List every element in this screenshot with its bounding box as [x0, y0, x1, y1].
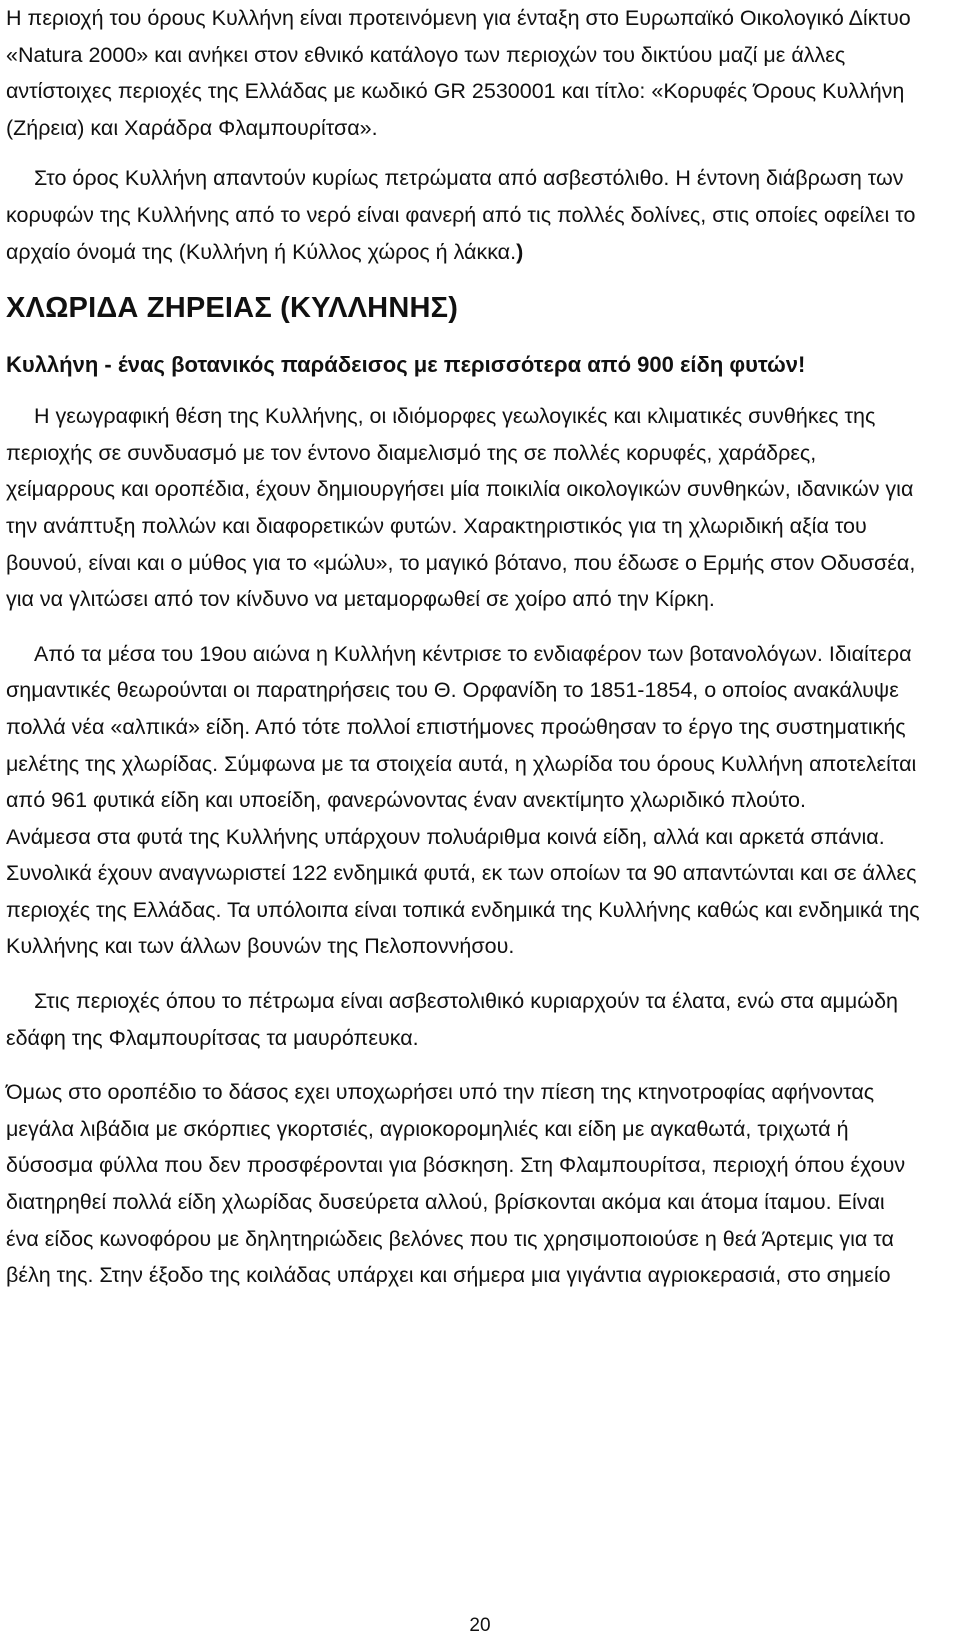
section-subheading: Κυλλήνη - ένας βοτανικός παράδεισος με περισσότερα από 900 είδη φυτών!: [6, 352, 806, 378]
paragraph-botanists: Από τα μέσα του 19ου αιώνα η Κυλλήνη κέντρισε το ενδιαφέρον των βοτανολόγων. Ιδιαίτερα σημαντικές θεωρούνται οι παρατηρήσεις του Θ. Ορφανίδη το 1851-1854, ο οποίος ανακάλυψε πολλά νέα «αλπικά» είδη. Από τότε πολλοί επιστήμονες προώθησαν το έργο της συστηματικής μελέτης της χλωρίδας. Σύμφωνα με τα στοιχεία αυτά, η χλωρίδα του όρους Κυλλήνη αποτελείται από 961 φυτικά είδη και υποείδη, φανερώνοντας έναν ανεκτίμητο χλωριδικό πλούτο.: [6, 641, 917, 813]
paragraph-forests: Στις περιοχές όπου το πέτρωμα είναι ασβεστολιθικό κυριαρχούν τα έλατα, ενώ στα αμμώδη εδάφη της Φλαμπουρίτσας τα μαυρόπευκα.: [6, 989, 898, 1050]
page-number: 20: [469, 1615, 491, 1636]
paragraph-natura: Η περιοχή του όρους Κυλλήνη είναι προτεινόμενη για ένταξη στο Ευρωπαϊκό Οικολογικό Δίκτυο «Natura 2000» και ανήκει στον εθνικό κατάλογο των περιοχών του δικτύου μαζί με άλλες αντίστοιχες περιοχές της Ελλάδας με κωδικό GR 2530001 και τίτλο: «Κορυφές Όρους Κυλλήνη (Ζήρεια) και Χαράδρα Φλαμπουρίτσα».: [6, 6, 911, 140]
paragraph-geology-text: Στο όρος Κυλλήνη απαντούν κυρίως πετρώματα από ασβεστόλιθο. Η έντονη διάβρωση των κορυφών της Κυλλήνης από το νερό είναι φανερή από τις πολλές δολίνες, στις οποίες οφείλει το αρχαίο όνομά της (Κυλλήνη ή Κύλλος χώρος ή λάκκα.: [6, 166, 916, 264]
paragraph-plateau: Όμως στο οροπέδιο το δάσος εχει υποχωρήσει υπό την πίεση της κτηνοτροφίας αφήνοντας μεγάλα λιβάδια με σκόρπιες γκορτσιές, αγριοκορομηλιές και είδη με αγκαθωτά, τριχωτά ή δύσοσμα φύλλα που δεν προσφέρονται για βόσκηση. Στη Φλαμπουρίτσα, περιοχή όπου έχουν διατηρηθεί πολλά είδη χλωρίδας δυσεύρετα αλλού, βρίσκονται ακόμα και άτομα ίταμου. Είναι ένα είδος κωνοφόρου με δηλητηριώδεις βελόνες που τις χρησιμοποιούσε η θεά Άρτεμις για τα βέλη της. Στην έξοδο της κοιλάδας υπάρχει και σήμερα μια γιγάντια αγριοκερασιά, στο σημείο: [6, 1080, 906, 1288]
paragraph-geography: Η γεωγραφική θέση της Κυλλήνης, οι ιδιόμορφες γεωλογικές και κλιματικές συνθήκες της περιοχής σε συνδυασμό με τον έντονο διαμελισμό της σε πολλές κορυφές, χαράδρες, χείμαρρους και οροπέδια, έχουν δημιουργήσει μία ποικιλία οικολογικών συνθηκών, ιδανικών για την ανάπτυξη πολλών και διαφορετικών φυτών. Χαρακτηριστικός για τη χλωριδική αξία του βουνού, είναι και ο μύθος για το «μώλυ», το μαγικό βότανο, που έδωσε ο Ερμής στον Οδυσσέα, για να γλιτώσει από τον κίνδυνο να μεταμορφωθεί σε χοίρο από την Κίρκη.: [6, 404, 916, 612]
section-heading: ΧΛΩΡΙΔΑ ΖΗΡΕΙΑΣ (ΚΥΛΛΗΝΗΣ): [6, 292, 459, 325]
paragraph-endemics: Ανάμεσα στα φυτά της Κυλλήνης υπάρχουν πολυάριθμα κοινά είδη, αλλά και αρκετά σπάνια. Συνολικά έχουν αναγνωριστεί 122 ενδημικά φυτά, εκ των οποίων τα 90 απαντώνται και σε άλλες περιοχές της Ελλάδας. Τα υπόλοιπα είναι τοπικά ενδημικά της Κυλλήνης καθώς και ενδημικά της Κυλλήνης και των άλλων βουνών της Πελοποννήσου.: [6, 824, 920, 959]
paragraph-geology: [6, 160, 922, 270]
closing-parenthesis: ): [516, 239, 524, 264]
